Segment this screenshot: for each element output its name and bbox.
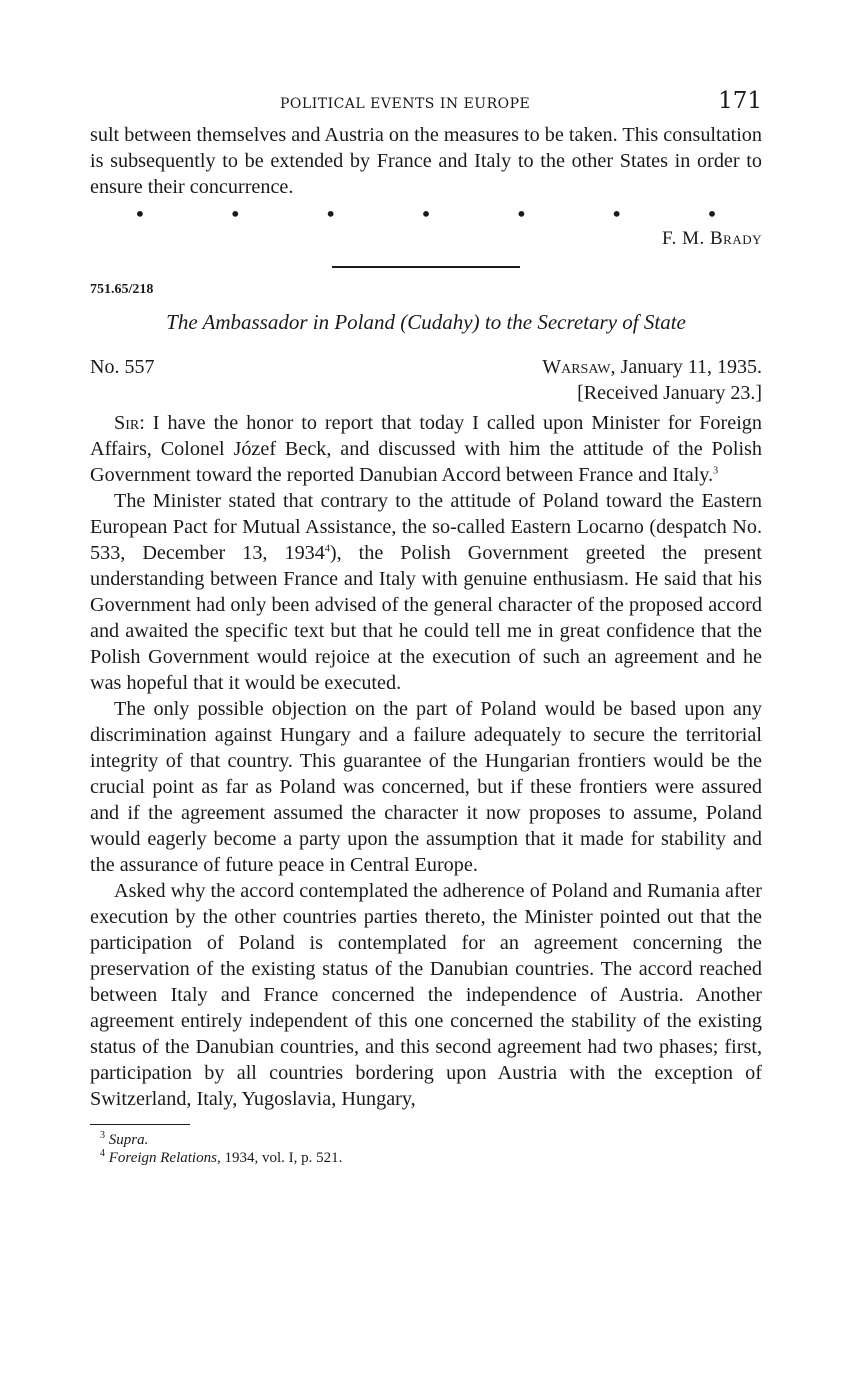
- dateline-place: Warsaw: [542, 356, 611, 378]
- heading-name: (Cudahy): [400, 310, 480, 334]
- heading-recipient: to the Secretary of State: [479, 310, 686, 334]
- footnote-ref-3: 3: [713, 465, 719, 477]
- dateline: [90, 354, 762, 380]
- paragraph-1: [90, 410, 762, 488]
- footnotes: [90, 1131, 762, 1167]
- dateline-date: , January 11, 1935.: [610, 356, 762, 378]
- paragraph-2: [90, 488, 762, 696]
- paragraph-4: Asked why the accord contemplated the adherence of Poland and Rumania after execution by the other countries parties thereto, the Minister pointed out that the participation of Poland is contemplated for an agreement concerning the preservation of the existing status of the Danubian countries. The accord reached between Italy and France concerned the independence of Austria. Another agreement entirely independent of this one concerned the stability of the existing status of the Danubian countries, and this second agreement had two phases; first, participation by all countries bordering upon Austria with the exception of Switzerland, Italy, Yugoslavia, Hungary,: [90, 880, 762, 1110]
- ellipsis-dot: •: [706, 202, 718, 226]
- footnote-ref-4: 4: [324, 543, 330, 555]
- ellipsis-row: [90, 204, 762, 226]
- footnote-4: [100, 1149, 762, 1167]
- ellipsis-dot: •: [515, 202, 528, 226]
- footnote-text: , 1934, vol. I, p. 521.: [216, 1150, 343, 1166]
- paragraph-1-text: : I have the honor to report that today I called upon Minister for Foreign Affairs, Colonel Józef Beck, and discussed with him the attitude of the Polish Government toward the reported Danubian Accord between France and Italy.: [90, 412, 762, 486]
- ellipsis-dot: •: [324, 202, 337, 226]
- file-number: 751.65/218: [90, 282, 154, 297]
- paragraph-2-text-b: ), the Polish Government greeted the present understanding between France and Italy with genuine enthusiasm. He said that his Government had only been advised of the general character of the proposed accord and awaited the specific text but that he could tell me in great confidence that the Polish Government would rejoice at the execution of such an agreement and he was hopeful that it would be executed.: [90, 542, 762, 694]
- document-page: [90, 88, 762, 1167]
- signature-initials: F. M.: [662, 228, 710, 249]
- paragraph-2-text-a: The Minister stated that contrary to the attitude of Poland toward the Eastern European Pact for Mutual Assistance, the so-called Eastern Locarno (despatch No. 533, December 13, 1934: [90, 490, 762, 564]
- paragraph-3: The only possible objection on the part of Poland would be based upon any discrimination against Hungary and a failure adequately to secure the territorial integrity of that country. This guarantee of the Hungarian frontiers would be the crucial point as far as Poland was concerned, but if these frontiers were assured and if the agreement assumed the character it now proposes to assume, Poland would eagerly become a party upon the assumption that it made for stability and the assurance of future peace in Central Europe.: [90, 698, 762, 876]
- footnote-text: Supra.: [108, 1132, 149, 1148]
- received-date: [Received January 23.]: [577, 382, 762, 404]
- salutation: Sir: [114, 412, 140, 434]
- footnote-marker: 3: [100, 1130, 105, 1141]
- heading-sender: The Ambassador in Poland: [166, 310, 401, 334]
- place-and-date: [542, 354, 762, 380]
- section-divider: [332, 266, 520, 268]
- document-heading: [90, 310, 762, 354]
- ellipsis-dot: •: [610, 202, 623, 226]
- footnote-marker: 4: [100, 1148, 105, 1159]
- ellipsis-dot: •: [134, 202, 146, 226]
- running-title: POLITICAL EVENTS IN EUROPE: [280, 96, 531, 112]
- continued-paragraph: sult between themselves and Austria on the measures to be taken. This consultation is subsequently to be extended by France and Italy to the other States in order to ensure their concurrence.: [90, 124, 762, 198]
- footnote-divider: [90, 1124, 190, 1125]
- despatch-number: No. 557: [90, 356, 155, 378]
- ellipsis-dot: •: [229, 202, 242, 226]
- page-number: 171: [718, 88, 762, 114]
- signature: [90, 228, 762, 256]
- footnote-3: [100, 1131, 762, 1149]
- running-head: [90, 88, 762, 122]
- footnote-title: Foreign Relations: [108, 1150, 217, 1166]
- ellipsis-dot: •: [420, 202, 432, 226]
- signature-surname: Brady: [709, 228, 762, 249]
